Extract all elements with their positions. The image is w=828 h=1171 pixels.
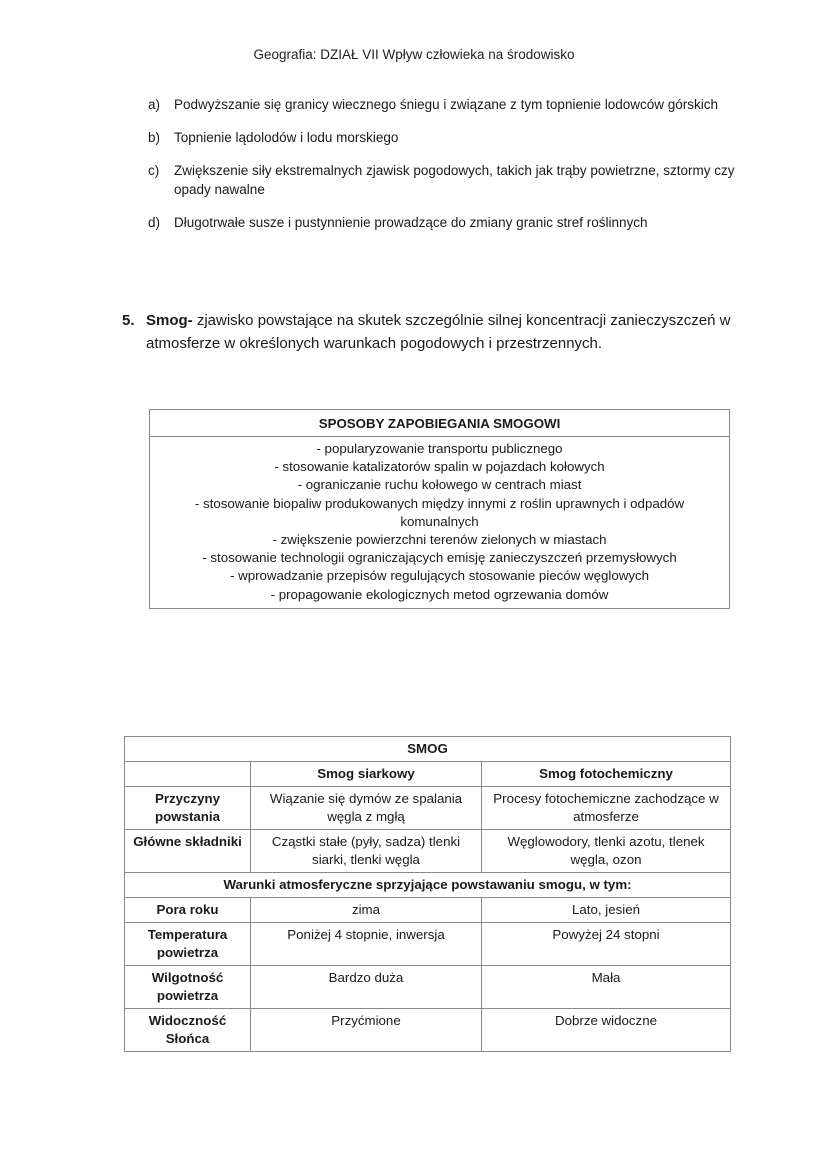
list-item-letter: d): [148, 215, 161, 230]
empty-corner-cell: [125, 762, 251, 787]
prevention-line: - stosowanie technologii ograniczających emisję zanieczyszczeń przemysłowych: [202, 550, 677, 566]
list-item: [148, 161, 748, 199]
table-row: [125, 830, 731, 873]
table-cell: Dobrze widoczne: [482, 1009, 731, 1052]
prevention-line: - zwiększenie powierzchni terenów zielonych w miastach: [272, 532, 607, 548]
definition-term: Smog-: [146, 312, 193, 329]
column-header: Smog siarkowy: [251, 762, 482, 787]
table-row: [125, 898, 731, 923]
table-cell: Lato, jesień: [482, 898, 731, 923]
table-cell: Powyżej 24 stopni: [482, 923, 731, 966]
prevention-line: - stosowanie biopaliw produkowanych między innymi z roślin uprawnych i odpadów komunalnych: [194, 495, 685, 529]
row-header: Pora roku: [125, 898, 251, 923]
smog-table: [124, 736, 731, 1052]
definition-text: zjawisko powstające na skutek szczególnie silnej koncentracji zanieczyszczeń w atmosferze w określonych warunkach pogodowych i przestrzennych.: [146, 312, 731, 352]
list-item-text: Podwyższanie się granicy wiecznego śniegu i związane z tym topnienie lodowców górskich: [174, 97, 719, 112]
prevention-line: - propagowanie ekologicznych metod ogrzewania domów: [270, 586, 609, 602]
effects-list: [148, 95, 748, 246]
list-item: [148, 128, 748, 147]
table-cell: Poniżej 4 stopnie, inwersja: [251, 923, 482, 966]
prevention-line: - wprowadzanie przepisów regulujących stosowanie pieców węglowych: [229, 568, 650, 584]
row-header: Główne składniki: [125, 830, 251, 873]
table-cell: Przyćmione: [251, 1009, 482, 1052]
table-row: [125, 966, 731, 1009]
prevention-line: - ograniczanie ruchu kołowego w centrach miast: [297, 477, 582, 493]
table-cell: Mała: [482, 966, 731, 1009]
table-row: [125, 1009, 731, 1052]
row-header: Temperatura powietrza: [125, 923, 251, 966]
table-cell: Węglowodory, tlenki azotu, tlenek węgla, ozon: [482, 830, 731, 873]
prevention-line: - popularyzowanie transportu publicznego: [316, 441, 563, 456]
list-item-letter: b): [148, 130, 161, 145]
smog-definition: [122, 309, 742, 355]
row-header: Przyczyny powstania: [125, 787, 251, 830]
table-cell: Wiązanie się dymów ze spalania węgla z mgłą: [251, 787, 482, 830]
conditions-header: Warunki atmosferyczne sprzyjające powstawaniu smogu, w tym:: [125, 873, 731, 898]
row-header: Wilgotność powietrza: [125, 966, 251, 1009]
list-item: [148, 213, 748, 232]
list-item-text: Długotrwałe susze i pustynnienie prowadzące do zmiany granic stref roślinnych: [174, 215, 648, 230]
prevention-table: [149, 409, 730, 609]
point-number: 5.: [122, 312, 135, 329]
table-cell: Cząstki stałe (pyły, sadza) tlenki siarki, tlenki węgla: [251, 830, 482, 873]
page-header: Geografia: DZIAŁ VII Wpływ człowieka na środowisko: [253, 47, 575, 62]
list-item-letter: a): [148, 97, 161, 112]
table-row: [125, 787, 731, 830]
row-header: Widoczność Słońca: [125, 1009, 251, 1052]
column-header: Smog fotochemiczny: [482, 762, 731, 787]
smog-table-title: SMOG: [125, 737, 731, 762]
list-item-letter: c): [148, 163, 160, 178]
list-item: [148, 95, 748, 114]
table-row: [125, 923, 731, 966]
table-cell: Procesy fotochemiczne zachodzące w atmosferze: [482, 787, 731, 830]
list-item-text: Topnienie lądolodów i lodu morskiego: [174, 130, 399, 145]
prevention-line: - stosowanie katalizatorów spalin w pojazdach kołowych: [274, 459, 605, 475]
prevention-table-header: SPOSOBY ZAPOBIEGANIA SMOGOWI: [150, 410, 730, 437]
table-cell: Bardzo duża: [251, 966, 482, 1009]
table-cell: zima: [251, 898, 482, 923]
prevention-methods-cell: [150, 437, 730, 609]
list-item-text: Zwiększenie siły ekstremalnych zjawisk pogodowych, takich jak trąby powietrzne, sztormy czy opady nawalne: [174, 163, 735, 197]
